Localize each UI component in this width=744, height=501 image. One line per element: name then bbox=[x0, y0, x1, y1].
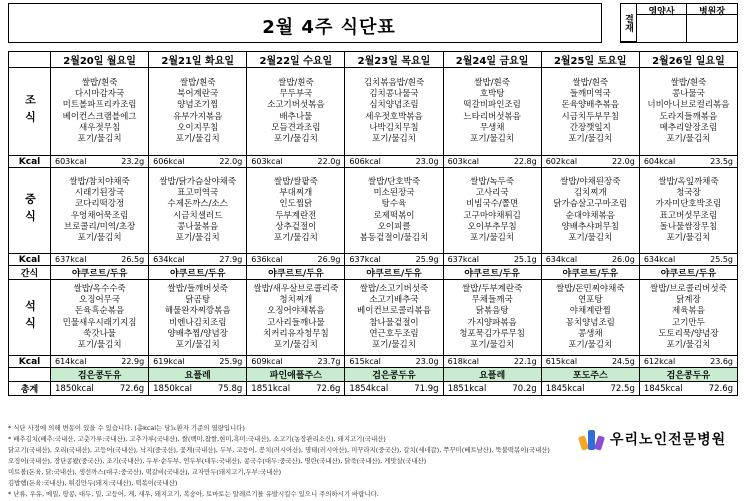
kcal-cell bbox=[443, 356, 541, 368]
menu-item: 김치찌개 bbox=[573, 188, 607, 199]
menu-item: 해물완자찌깡볶음 bbox=[164, 306, 231, 317]
page-title: 2월 4주 식단표 bbox=[262, 17, 396, 38]
menu-item: 무생채 bbox=[479, 122, 505, 133]
menu-item: 연근호두조림 bbox=[369, 328, 419, 339]
approval-label: 결재 bbox=[621, 4, 637, 42]
menu-item: 포기/물김치 bbox=[568, 232, 613, 243]
menu-item: 수제돈까스/소스 bbox=[167, 199, 228, 210]
breakfast-menu-cell bbox=[247, 68, 345, 156]
kcal-cell bbox=[443, 156, 541, 168]
menu-item: 참나물겉절이 bbox=[369, 317, 419, 328]
menu-item: 포기/물김치 bbox=[568, 339, 613, 350]
menu-item: 포기/물김치 bbox=[470, 339, 515, 350]
dinner-menu-cell bbox=[247, 280, 345, 356]
menu-item: 쌀밥/흰죽 bbox=[572, 77, 609, 88]
day-header-row bbox=[9, 52, 738, 68]
protein-value: 25.9g bbox=[219, 357, 243, 366]
total-label: 총계 bbox=[9, 382, 51, 396]
menu-item: 쌀밥/흰죽 bbox=[670, 77, 707, 88]
menu-item: 쌀밥/흰죽 bbox=[179, 77, 216, 88]
kcal-value: 637kcal bbox=[349, 255, 381, 264]
dinner-menu-cell bbox=[639, 280, 737, 356]
protein-value: 71.9g bbox=[414, 383, 439, 394]
kcal-value: 634kcal bbox=[545, 255, 578, 264]
menu-item: 치커리유자청무침 bbox=[263, 328, 329, 339]
menu-item: 연포탕 bbox=[577, 295, 603, 306]
kcal-value: 603kcal bbox=[251, 157, 283, 166]
protein-value: 22.1g bbox=[513, 357, 537, 366]
menu-item: 나박김치무침 bbox=[369, 122, 419, 133]
menu-item: 콩나물볶음 bbox=[177, 221, 219, 232]
kcal-cell bbox=[247, 356, 345, 368]
menu-item: 쌀밥/녹두죽 bbox=[470, 176, 515, 187]
footnotes bbox=[8, 423, 568, 500]
kcal-cell bbox=[149, 356, 247, 368]
hospital-logo bbox=[580, 428, 726, 450]
menu-item: 가자미단호박조림 bbox=[655, 199, 722, 210]
menu-item: 돈육양배추볶음 bbox=[561, 100, 620, 111]
menu-item: 고기만두 bbox=[671, 317, 705, 328]
menu-item: 포기/물김치 bbox=[77, 232, 122, 243]
menu-item: 닭곰탕 bbox=[185, 295, 211, 306]
total-row bbox=[9, 382, 738, 396]
menu-item: 돈육흑순볶음 bbox=[74, 306, 125, 317]
menu-item: 도라지들깨볶음 bbox=[659, 111, 718, 122]
menu-item: 포기/물김치 bbox=[372, 339, 416, 350]
menu-item: 떡갈비파인조림 bbox=[463, 100, 521, 111]
kcal-label: Kcal bbox=[9, 156, 51, 168]
menu-item: 쌀밥/들깨버섯죽 bbox=[167, 283, 228, 294]
kcal-value: 637kcal bbox=[55, 255, 87, 264]
kcal-cell bbox=[51, 156, 149, 168]
footnote-line: 오징어(국내산), 장단콩봤(중국산), 조기(국내산), 두부·순두부, 연두부(대두:국내산), 콩국수(대두:중국산), 명란(국내산), 닭죽(국내산), 게맛살(국내산) bbox=[8, 457, 427, 465]
menu-item: 시래기된장국 bbox=[74, 188, 125, 199]
menu-item: 쑥갓나물 bbox=[83, 328, 116, 339]
menu-item: 베이컨스크램블에그 bbox=[62, 111, 137, 122]
menu-item: 쌀밥/야채된장죽 bbox=[560, 176, 621, 187]
menu-item: 오징어무국 bbox=[79, 295, 121, 306]
approval-sign-dietitian bbox=[637, 15, 687, 42]
menu-item: 쌀밥/두부계란죽 bbox=[461, 283, 523, 294]
menu-item: 포기/물김치 bbox=[77, 339, 122, 350]
menu-item: 청국장 bbox=[676, 188, 701, 199]
menu-item: 포기/물김치 bbox=[666, 232, 711, 243]
kcal-cell bbox=[639, 156, 737, 168]
protein-value: 23.2g bbox=[121, 157, 145, 166]
protein-value: 23.0g bbox=[415, 357, 439, 366]
snack-row bbox=[9, 266, 738, 280]
menu-item: 쌀밥/참치야채죽 bbox=[69, 176, 130, 187]
lunch-menu-cell bbox=[639, 168, 737, 254]
drink-cell: 검은콩두유 bbox=[345, 368, 443, 382]
drink-cell: 요플레 bbox=[443, 368, 541, 382]
day-header: 2월21일 화요일 bbox=[149, 52, 247, 68]
menu-item: 로제떡볶이 bbox=[373, 210, 415, 221]
menu-item: 콩생채 bbox=[577, 328, 603, 339]
menu-item: 미소된장국 bbox=[373, 188, 415, 199]
day-header: 2월24일 금요일 bbox=[443, 52, 541, 68]
kcal-cell bbox=[51, 356, 149, 368]
lunch-menu-cell bbox=[51, 168, 149, 254]
menu-item: 심치양념조림 bbox=[369, 100, 419, 111]
kcal-cell bbox=[149, 254, 247, 266]
menu-item: 가지양파볶음 bbox=[467, 317, 517, 328]
menu-item: 콩나물국 bbox=[671, 89, 705, 100]
menu-item: 메추리알장조림 bbox=[659, 122, 718, 133]
kcal-value: 1845kcal bbox=[545, 383, 585, 394]
menu-item: 쌀밥/돈민찌야채죽 bbox=[555, 283, 625, 294]
kcal-value: 602kcal bbox=[545, 157, 578, 166]
menu-item: 쌀밥/흰죽 bbox=[277, 77, 314, 88]
menu-item: 들깨미역국 bbox=[569, 89, 611, 100]
menu-item: 코다리떡강정 bbox=[74, 199, 125, 210]
drink-cell: 검은콩두유 bbox=[639, 368, 737, 382]
menu-item: 소고기배추국 bbox=[369, 295, 419, 306]
lunch-menu-cell bbox=[443, 168, 541, 254]
kcal-cell bbox=[541, 382, 639, 396]
menu-item: 양배추찜/양념장 bbox=[167, 328, 228, 339]
protein-value: 22.0g bbox=[611, 157, 635, 166]
kcal-value: 604kcal bbox=[643, 157, 676, 166]
protein-value: 72.6g bbox=[316, 383, 341, 394]
protein-value: 27.9g bbox=[219, 255, 243, 264]
kcal-cell bbox=[247, 382, 345, 396]
snack-cell: 야쿠르트/두유 bbox=[247, 266, 345, 280]
menu-item: 간장깻잎지 bbox=[569, 122, 611, 133]
approval-col-director: 병원장 bbox=[687, 4, 737, 15]
menu-item: 새우젓무침 bbox=[79, 122, 121, 133]
kcal-value: 618kcal bbox=[447, 357, 479, 366]
menu-item: 김치콩나물국 bbox=[369, 89, 419, 100]
lunch-menu-cell bbox=[345, 168, 443, 254]
kcal-value: 615kcal bbox=[545, 357, 578, 366]
protein-value: 24.5g bbox=[611, 357, 635, 366]
menu-item: 쌀밥/옥수수죽 bbox=[73, 283, 126, 294]
kcal-value: 609kcal bbox=[251, 357, 283, 366]
menu-item: 도토리묵/양념장 bbox=[658, 328, 719, 339]
menu-item: 청치찌개 bbox=[279, 295, 313, 306]
protein-value: 22.0g bbox=[317, 157, 341, 166]
snack-cell: 야쿠르트/두유 bbox=[51, 266, 149, 280]
kcal-cell bbox=[345, 254, 443, 266]
protein-value: 72.6g bbox=[708, 383, 733, 394]
lunch-label: 중식 bbox=[23, 192, 37, 227]
kcal-cell bbox=[247, 254, 345, 266]
kcal-cell bbox=[541, 156, 639, 168]
snack-cell: 야쿠르트/두유 bbox=[639, 266, 737, 280]
snack-cell: 야쿠르트/두유 bbox=[345, 266, 443, 280]
menu-item: 포기/물김치 bbox=[666, 133, 711, 144]
protein-value: 72.5g bbox=[610, 383, 635, 394]
menu-item: 야채계란찜 bbox=[569, 306, 611, 317]
kcal-value: 636kcal bbox=[251, 255, 283, 264]
menu-item: 포기/물김치 bbox=[666, 339, 711, 350]
menu-item: 김치볶음밥/흰죽 bbox=[363, 77, 425, 88]
menu-item: 느타리버섯볶음 bbox=[463, 111, 521, 122]
day-header: 2월25일 토요일 bbox=[541, 52, 639, 68]
breakfast-row bbox=[9, 68, 738, 156]
kcal-cell bbox=[247, 156, 345, 168]
kcal-cell bbox=[639, 254, 737, 266]
lunch-menu-cell bbox=[247, 168, 345, 254]
menu-item: 고사리국 bbox=[475, 188, 509, 199]
menu-item: 포기/물김치 bbox=[175, 232, 220, 243]
logo-mark-icon bbox=[580, 428, 604, 450]
kcal-cell bbox=[149, 382, 247, 396]
protein-value: 25.5g bbox=[710, 255, 733, 264]
breakfast-menu-cell bbox=[149, 68, 247, 156]
footnote-line: 미트볼(돈육, 닭:국내산), 생선까스(대구:중국산), 떡갈비(국내산), 교자만두(돼지고기,두부:국내산) bbox=[8, 468, 282, 476]
menu-item: 쌀밥/흰죽 bbox=[81, 77, 118, 88]
kcal-cell bbox=[639, 356, 737, 368]
protein-value: 26.5g bbox=[121, 255, 145, 264]
footnote-line: 김밥햄(돈육:국내산), 튀김만두(돼지:국내산), 떡볶이(국내산) bbox=[8, 479, 178, 487]
protein-value: 72.6g bbox=[119, 383, 145, 394]
menu-item: 쌀밥/새우살브로콜리죽 bbox=[253, 283, 339, 294]
dinner-label-cell bbox=[9, 280, 51, 356]
menu-item: 인도찜닭 bbox=[279, 199, 313, 210]
snack-cell: 야쿠르트/두유 bbox=[541, 266, 639, 280]
lunch-menu-cell bbox=[149, 168, 247, 254]
menu-item: 쌀밥/흰죽 bbox=[474, 77, 510, 88]
menu-item: 유부가지볶음 bbox=[173, 111, 223, 122]
kcal-cell bbox=[443, 382, 541, 396]
dinner-menu-cell bbox=[345, 280, 443, 356]
menu-item: 민물새우시래기지짐 bbox=[62, 317, 137, 328]
lunch-label-cell bbox=[9, 168, 51, 254]
menu-item: 포기/물김치 bbox=[175, 339, 220, 350]
kcal-value: 606kcal bbox=[349, 157, 381, 166]
day-header: 2월23일 목요일 bbox=[345, 52, 443, 68]
kcal-value: 637kcal bbox=[447, 255, 479, 264]
kcal-value: 612kcal bbox=[643, 357, 676, 366]
kcal-value: 603kcal bbox=[447, 157, 479, 166]
breakfast-menu-cell bbox=[443, 68, 541, 156]
dinner-menu-cell bbox=[149, 280, 247, 356]
menu-item: 시금치샐러드 bbox=[173, 210, 223, 221]
menu-item: 포기/물김치 bbox=[568, 133, 613, 144]
menu-item: 포기/물김치 bbox=[273, 133, 318, 144]
menu-item: 두부계란전 bbox=[275, 210, 317, 221]
kcal-value: 1850kcal bbox=[153, 383, 192, 394]
menu-item: 쌀밥/닭가슴살야채죽 bbox=[159, 176, 237, 187]
menu-item: 다시마감자국 bbox=[74, 89, 125, 100]
drink-cell: 검은콩두유 bbox=[51, 368, 149, 382]
protein-value: 75.8g bbox=[217, 383, 243, 394]
menu-item: 상추겉절이 bbox=[275, 221, 317, 232]
protein-value: 25.1g bbox=[513, 255, 537, 264]
dinner-kcal-row bbox=[9, 356, 738, 368]
protein-value: 26.9g bbox=[317, 255, 341, 264]
menu-item: 포기/물김치 bbox=[470, 232, 515, 243]
breakfast-label-cell bbox=[9, 68, 51, 156]
menu-item: 양념조기찜 bbox=[177, 100, 219, 111]
protein-value: 70.2g bbox=[512, 383, 537, 394]
menu-item: 오징어야채볶음 bbox=[267, 306, 325, 317]
approval-sign-director bbox=[687, 15, 737, 42]
day-header: 2월22일 수요일 bbox=[247, 52, 345, 68]
menu-item: 표고버섯무조림 bbox=[659, 210, 718, 221]
kcal-value: 1850kcal bbox=[55, 383, 94, 394]
menu-item: 모듬견과조림 bbox=[271, 122, 321, 133]
dinner-row bbox=[9, 280, 738, 356]
menu-item: 닭볶음탕 bbox=[475, 306, 509, 317]
menu-item: 청포묵김가루무침 bbox=[459, 328, 525, 339]
menu-item: 쌀밥/옥잎까채죽 bbox=[658, 176, 719, 187]
menu-item: 부대찌개 bbox=[279, 188, 313, 199]
footnote-line: * 배추김치(배추:국내산, 고춧가루:국내산), 고추가루(국내산), 쌀(백미,찹쌀,현미,흑미:국내산), 소고기(농장관리소신), 돼지고기(국내산) bbox=[8, 435, 386, 443]
menu-item: 오이피클 bbox=[377, 221, 411, 232]
drink-cell: 파인애플주스 bbox=[247, 368, 345, 382]
footnote-line: * 식단 사정에 의해 변동이 있을 수 있습니다. (총kcal는 당뇨환자 기준의 열량입니다) bbox=[8, 424, 245, 432]
drink-cell: 요플레 bbox=[149, 368, 247, 382]
breakfast-menu-cell bbox=[345, 68, 443, 156]
menu-item: 포기/물김치 bbox=[175, 133, 220, 144]
kcal-cell bbox=[345, 356, 443, 368]
menu-item: 포기/물김치 bbox=[273, 339, 318, 350]
menu-item: 닭가슴살고구마조림 bbox=[553, 199, 628, 210]
kcal-cell bbox=[345, 382, 443, 396]
protein-value: 23.6g bbox=[710, 357, 733, 366]
kcal-value: 603kcal bbox=[55, 157, 87, 166]
menu-item: 포기/물김치 bbox=[372, 133, 416, 144]
menu-item: 비엔나김치조림 bbox=[168, 317, 227, 328]
day-header: 2월20일 월요일 bbox=[51, 52, 149, 68]
protein-value: 26.0g bbox=[611, 255, 635, 264]
menu-item: 순대야채볶음 bbox=[565, 210, 615, 221]
menu-item: 돌나물쌈장무침 bbox=[659, 221, 718, 232]
protein-value: 25.9g bbox=[415, 255, 439, 264]
kcal-value: 615kcal bbox=[349, 357, 381, 366]
menu-item: 오이지무침 bbox=[177, 122, 219, 133]
kcal-label: Kcal bbox=[9, 254, 51, 266]
kcal-value: 634kcal bbox=[643, 255, 676, 264]
breakfast-menu-cell bbox=[541, 68, 639, 156]
dinner-menu-cell bbox=[51, 280, 149, 356]
snack-cell: 야쿠르트/두유 bbox=[443, 266, 541, 280]
menu-item: 포기/물김치 bbox=[77, 133, 122, 144]
title-box bbox=[8, 3, 602, 43]
kcal-cell bbox=[541, 254, 639, 266]
menu-item: 오이부추무침 bbox=[467, 221, 517, 232]
menu-item: 쌀밥/브로콜리버섯죽 bbox=[650, 283, 727, 294]
menu-item: 고구마야채튀김 bbox=[463, 210, 521, 221]
menu-item: 베이컨브로콜리볶음 bbox=[357, 306, 431, 317]
corner-cell bbox=[9, 52, 51, 68]
kcal-value: 606kcal bbox=[153, 157, 185, 166]
menu-item: 제육볶음 bbox=[671, 306, 705, 317]
menu-item: 우엉채어묵조림 bbox=[70, 210, 129, 221]
day-header: 2월26일 일요일 bbox=[639, 52, 737, 68]
approval-col-dietitian: 영양사 bbox=[637, 4, 687, 15]
kcal-value: 634kcal bbox=[153, 255, 185, 264]
menu-item: 고사리들깨나물 bbox=[267, 317, 325, 328]
menu-item: 북어계란국 bbox=[177, 89, 219, 100]
menu-item: 미트볼파프리카조림 bbox=[62, 100, 137, 111]
drinks-label-cell bbox=[9, 368, 51, 382]
kcal-label: Kcal bbox=[9, 356, 51, 368]
menu-item: 양배추샤퍼무침 bbox=[561, 221, 620, 232]
breakfast-menu-cell bbox=[51, 68, 149, 156]
kcal-value: 614kcal bbox=[55, 357, 87, 366]
protein-value: 22.9g bbox=[121, 357, 145, 366]
menu-item: 포기/물김치 bbox=[273, 232, 318, 243]
kcal-value: 1851kcal bbox=[447, 383, 487, 394]
menu-item: 너비아니브로컬리볶음 bbox=[647, 100, 730, 111]
kcal-cell bbox=[51, 382, 149, 396]
footnote-line: 닭고기(국내산), 오리(국내산), 고등어(국내산), 낙지(중국산), 꽃게(국내산), 두부, 고등어, 꽁치(러시아산), 명태(러시아산), 미꾸라지(중국산), 갈치(세네갈), 쭈꾸미(베트남산), 뚝불떡볶이(국내산) bbox=[8, 446, 550, 454]
kcal-cell bbox=[639, 382, 737, 396]
protein-value: 22.0g bbox=[219, 157, 243, 166]
lunch-kcal-row bbox=[9, 254, 738, 266]
menu-item: 꽁치양념조림 bbox=[565, 317, 615, 328]
menu-item: 소고기버섯볶음 bbox=[267, 100, 325, 111]
protein-value: 23.7g bbox=[317, 357, 341, 366]
kcal-value: 619kcal bbox=[153, 357, 185, 366]
menu-item: 쌀밥/단호박죽 bbox=[367, 176, 421, 187]
dinner-menu-cell bbox=[541, 280, 639, 356]
menu-item: 표고미역국 bbox=[177, 188, 219, 199]
menu-item: 무채들깨국 bbox=[471, 295, 513, 306]
menu-item: 배추나물 bbox=[279, 111, 313, 122]
menu-item: 쌀밥/소고기버섯죽 bbox=[359, 283, 429, 294]
breakfast-menu-cell bbox=[639, 68, 737, 156]
breakfast-kcal-row bbox=[9, 156, 738, 168]
menu-item: 브로콜리/미역/초장 bbox=[63, 221, 136, 232]
kcal-value: 1851kcal bbox=[251, 383, 291, 394]
dinner-menu-cell bbox=[443, 280, 541, 356]
lunch-row bbox=[9, 168, 738, 254]
menu-item: 탕수육 bbox=[381, 199, 407, 210]
menu-table bbox=[8, 51, 738, 396]
protein-value: 22.8g bbox=[513, 157, 537, 166]
hospital-name: 우리노인전문병원 bbox=[610, 432, 727, 448]
protein-value: 23.0g bbox=[415, 157, 439, 166]
approval-box bbox=[620, 3, 738, 43]
protein-value: 23.5g bbox=[710, 157, 733, 166]
kcal-cell bbox=[345, 156, 443, 168]
snack-cell: 야쿠르트/두유 bbox=[149, 266, 247, 280]
menu-item: 세우젓호박볶음 bbox=[365, 111, 423, 122]
menu-item: 쌀밥/쌀팥죽 bbox=[273, 176, 318, 187]
drinks-row bbox=[9, 368, 738, 382]
kcal-cell bbox=[149, 156, 247, 168]
menu-item: 시금치두부무침 bbox=[561, 111, 620, 122]
menu-item: 포기/물김치 bbox=[470, 133, 515, 144]
lunch-menu-cell bbox=[541, 168, 639, 254]
menu-item: 무두부국 bbox=[279, 89, 313, 100]
drink-cell: 포도주스 bbox=[541, 368, 639, 382]
footnote-line: * 난류, 우유, 메밀, 땅콩, 대두, 밀, 고등어, 게, 새우, 돼지고기, 복숭아, 토마토는 알레르기를 유발시킬수 있으니 주의하시기 바랍니다. bbox=[8, 490, 379, 498]
menu-item: 닭계장 bbox=[676, 295, 701, 306]
kcal-cell bbox=[51, 254, 149, 266]
menu-item: 봄동겉절이/물김치 bbox=[359, 232, 429, 243]
menu-item: 비빔국수/쫄면 bbox=[466, 199, 519, 210]
kcal-cell bbox=[443, 254, 541, 266]
dinner-label: 석식 bbox=[23, 299, 37, 334]
kcal-value: 1854kcal bbox=[349, 383, 389, 394]
kcal-value: 1845kcal bbox=[643, 383, 683, 394]
kcal-cell bbox=[541, 356, 639, 368]
breakfast-label: 조식 bbox=[23, 93, 37, 128]
menu-item: 호박탕 bbox=[479, 89, 505, 100]
snack-label: 간식 bbox=[9, 266, 51, 280]
